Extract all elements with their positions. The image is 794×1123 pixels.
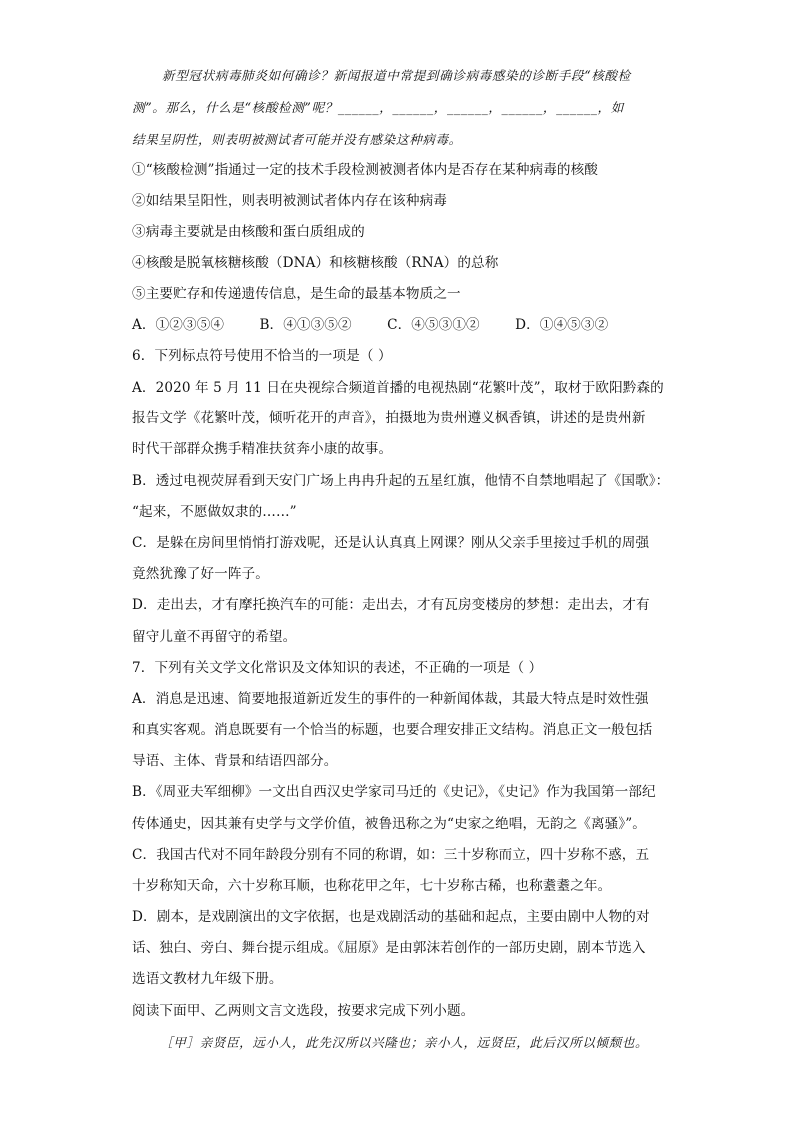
reading-passage-jia: ［甲］亲贤臣，远小人，此先汉所以兴隆也；亲小人，远贤臣，此后汉所以倾颓也。 <box>160 1035 649 1050</box>
q6-option-d-line-1: D．走出去，才有摩托换汽车的可能：走出去，才有瓦房变楼房的梦想：走出去，才有 <box>132 597 650 613</box>
passage-line-1: 新型冠状病毒肺炎如何确诊？新闻报道中常提到确诊病毒感染的诊断手段“核酸检 <box>162 68 631 83</box>
passage-line-3: 结果呈阴性，则表明被测试者可能并没有感染这种病毒。 <box>132 132 462 147</box>
q7-option-c-line-1: C．我国古代对不同年龄段分别有不同的称谓，如：三十岁称而立，四十岁称不惑，五 <box>132 847 650 863</box>
q7-option-c-line-2: 十岁称知天命，六十岁称耳顺，也称花甲之年，七十岁称古稀，也称耋耋之年。 <box>132 878 612 894</box>
q7-option-d-line-3: 选语文教材九年级下册。 <box>132 971 283 987</box>
q6-option-b-line-1: B．透过电视荧屏看到天安门广场上冉冉升起的五星红旗，他情不自禁地唱起了《国歌》： <box>132 473 670 489</box>
statement-3: ③病毒主要就是由核酸和蛋白质组成的 <box>132 224 365 240</box>
statement-4: ④核酸是脱氧核糖核酸（DNA）和核糖核酸（RNA）的总称 <box>132 255 499 271</box>
q5-options: A．①②③⑤④ B．④①③⑤② C．④⑤③①② D．①④⑤③② <box>132 317 609 333</box>
q6-option-c-line-1: C．是躲在房间里悄悄打游戏呢，还是认认真真上网课？刚从父亲手里接过手机的周强 <box>132 535 650 551</box>
statement-1: ①“核酸检测”指通过一定的技术手段检测被测者体内是否存在某种病毒的核酸 <box>132 162 598 178</box>
q6-stem: 6．下列标点符号使用不恰当的一项是（ ） <box>132 348 392 364</box>
q6-option-a-line-1: A．2020 年 5 月 11 日在央视综合频道首播的电视热剧“花繁叶茂”，取材于欧阳黔森的 <box>132 380 664 396</box>
q7-option-a-line-3: 导语、主体、背景和结语四部分。 <box>132 753 338 769</box>
q7-stem: 7．下列有关文学文化常识及文体知识的表述，不正确的一项是（ ） <box>132 660 543 676</box>
statement-5: ⑤主要贮存和传递遗传信息，是生命的最基本物质之一 <box>132 286 461 302</box>
reading-instructions: 阅读下面甲、乙两则文言文选段，按要求完成下列小题。 <box>132 1003 475 1019</box>
q7-option-a-line-2: 和真实客观。消息既要有一个恰当的标题，也要合理安排正文结构。消息正文一般包括 <box>132 722 653 738</box>
passage-line-2: 测”。那么，什么是“核酸检测”呢？______，______，______，______，______，如 <box>132 100 624 115</box>
q6-option-a-line-3: 时代干部群众携手精准扶贫奔小康的故事。 <box>132 441 393 457</box>
q7-option-d-line-1: D．剧本，是戏剧演出的文字依据，也是戏剧活动的基础和起点，主要由剧中人物的对 <box>132 909 650 925</box>
q6-option-c-line-2: 竟然犹豫了好一阵子。 <box>132 566 269 582</box>
q6-option-a-line-2: 报告文学《花繁叶茂，倾听花开的声音》，拍摄地为贵州遵义枫香镇，讲述的是贵州新 <box>132 410 646 426</box>
statement-2: ②如结果呈阳性，则表明被测试者体内存在该种病毒 <box>132 193 447 209</box>
q6-option-d-line-2: 留守儿童不再留守的希望。 <box>132 629 297 645</box>
q7-option-b-line-2: 传体通史，因其兼有史学与文学价值，被鲁迅称之为“史家之绝唱，无韵之《离骚》”。 <box>132 816 646 832</box>
q6-option-b-line-2: “起来，不愿做奴隶的……” <box>132 504 297 520</box>
q7-option-d-line-2: 话、独白、旁白、舞台提示组成。《屈原》是由郭沫若创作的一部历史剧，剧本节选入 <box>132 940 646 956</box>
q7-option-b-line-1: B．《周亚夫军细柳》一文出自西汉史学家司马迁的《史记》，《史记》作为我国第一部纪 <box>132 784 656 800</box>
q7-option-a-line-1: A．消息是迅速、简要地报道新近发生的事件的一种新闻体裁，其最大特点是时效性强 <box>132 691 649 707</box>
